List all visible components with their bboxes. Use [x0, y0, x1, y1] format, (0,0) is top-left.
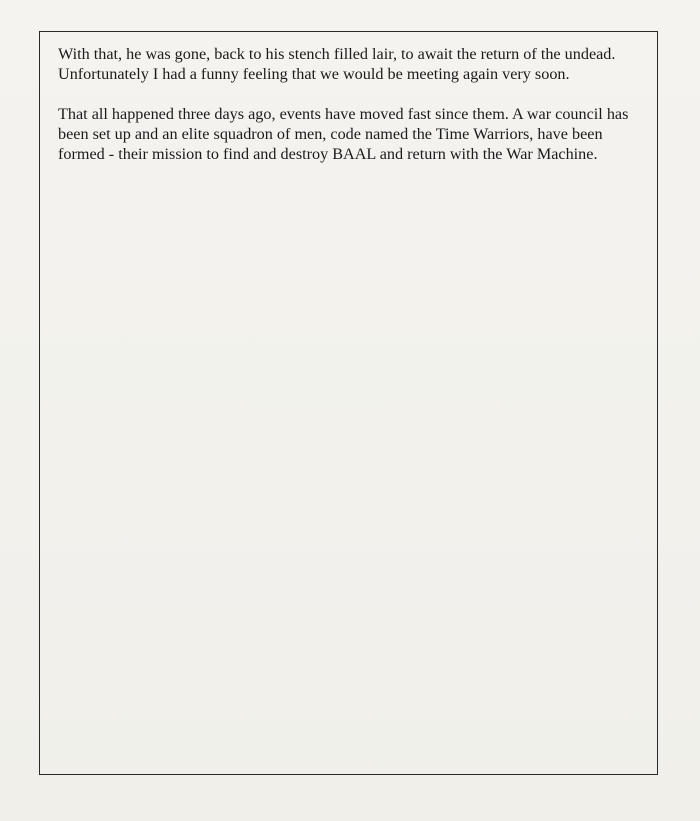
- paragraph-2: That all happened three days ago, events have moved fast since them. A war council has been set up and an elite squadron of men, code named the Time Warriors, have been formed - their mission to find and destroy BAAL and return with the War Machine.: [58, 105, 629, 163]
- body-text: [58, 44, 643, 184]
- paragraph-1: With that, he was gone, back to his stench filled lair, to await the return of the undead. Unfortunately I had a funny feeling that we would be meeting again very soon.: [58, 45, 616, 83]
- text-frame: [39, 31, 658, 775]
